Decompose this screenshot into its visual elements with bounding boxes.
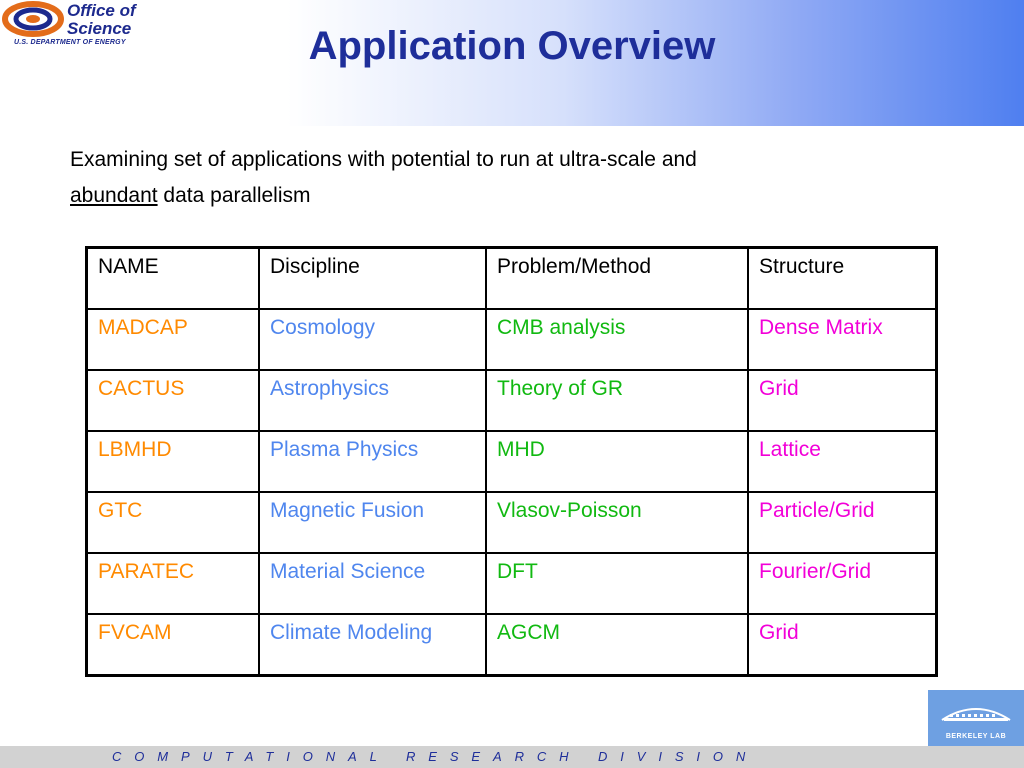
logo-subtitle: U.S. DEPARTMENT OF ENERGY [14, 39, 126, 46]
footer-division-text: COMPUTATIONAL RESEARCH DIVISION [112, 749, 759, 764]
intro-text: Examining set of applications with potential to run at ultra-scale and [70, 148, 697, 171]
cell-name: FVCAM [87, 614, 260, 676]
cell-structure: Particle/Grid [748, 492, 937, 553]
header-name: NAME [87, 248, 260, 310]
cell-name: PARATEC [87, 553, 260, 614]
table-row [87, 614, 937, 676]
cell-problem-method: DFT [486, 553, 748, 614]
table-header-row [87, 248, 937, 310]
header-problem-method: Problem/Method [486, 248, 748, 310]
table-row [87, 370, 937, 431]
cell-structure: Dense Matrix [748, 309, 937, 370]
cell-discipline: Material Science [259, 553, 486, 614]
cell-name: GTC [87, 492, 260, 553]
berkeley-lab-building-icon [928, 690, 1024, 732]
cell-discipline: Magnetic Fusion [259, 492, 486, 553]
table-row [87, 309, 937, 370]
applications-table [85, 246, 938, 677]
berkeley-lab-logo [928, 690, 1024, 746]
logo-line-1: Office of [67, 1, 136, 20]
table-row [87, 553, 937, 614]
cell-structure: Grid [748, 370, 937, 431]
cell-structure: Lattice [748, 431, 937, 492]
cell-discipline: Plasma Physics [259, 431, 486, 492]
cell-name: LBMHD [87, 431, 260, 492]
cell-discipline: Astrophysics [259, 370, 486, 431]
cell-problem-method: MHD [486, 431, 748, 492]
header-structure: Structure [748, 248, 937, 310]
cell-problem-method: Vlasov-Poisson [486, 492, 748, 553]
cell-problem-method: CMB analysis [486, 309, 748, 370]
intro-underlined-word: abundant [70, 184, 158, 207]
table-row [87, 431, 937, 492]
cell-discipline: Climate Modeling [259, 614, 486, 676]
cell-name: CACTUS [87, 370, 260, 431]
cell-name: MADCAP [87, 309, 260, 370]
table-row [87, 492, 937, 553]
cell-structure: Grid [748, 614, 937, 676]
header-discipline: Discipline [259, 248, 486, 310]
berkeley-lab-text: BERKELEY LAB [945, 733, 1007, 740]
cell-structure: Fourier/Grid [748, 553, 937, 614]
logo-line-2: Science [67, 19, 132, 38]
cell-discipline: Cosmology [259, 309, 486, 370]
slide-title: Application Overview [308, 24, 716, 68]
cell-problem-method: AGCM [486, 614, 748, 676]
cell-problem-method: Theory of GR [486, 370, 748, 431]
intro-text-end: data parallelism [157, 184, 311, 207]
intro-paragraph [70, 142, 930, 214]
